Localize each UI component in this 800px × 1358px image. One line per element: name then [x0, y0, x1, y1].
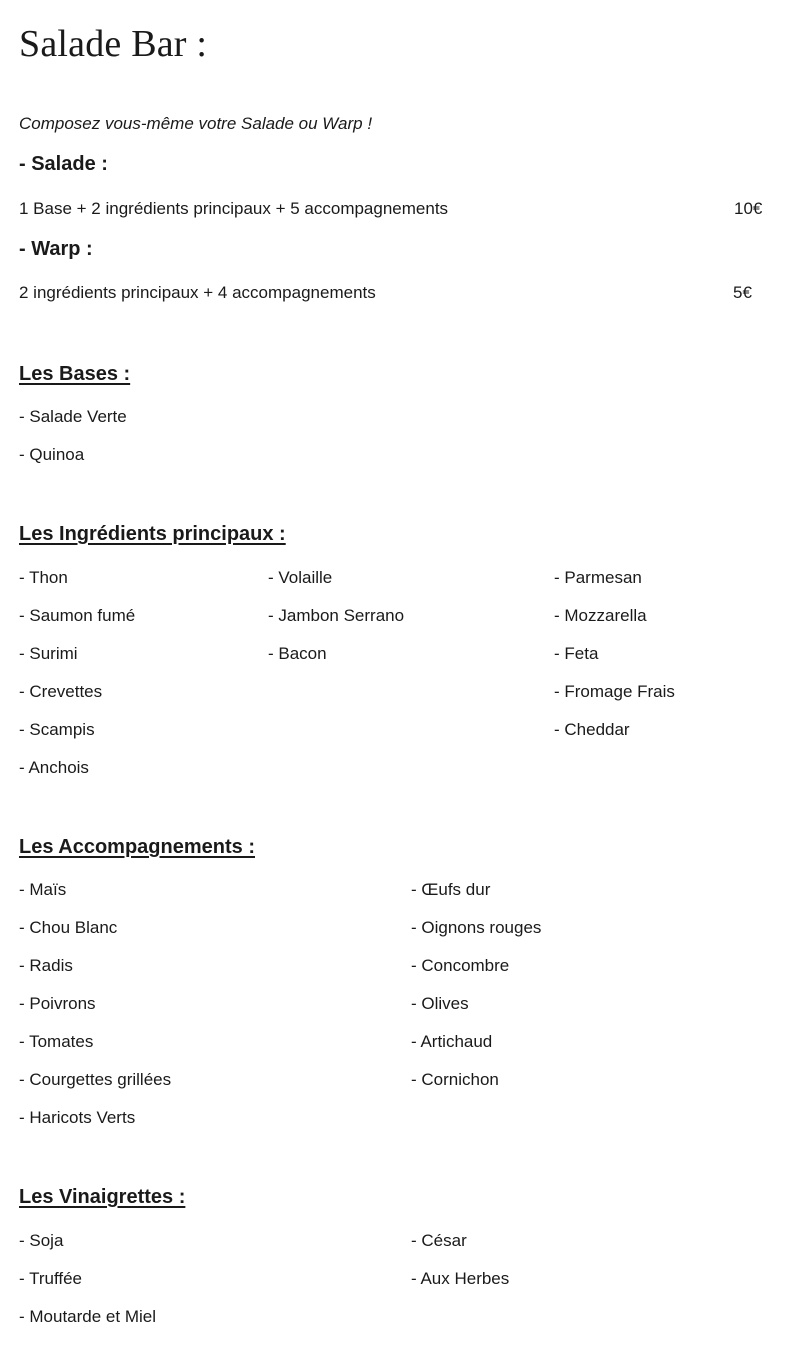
- list-item: - Surimi: [19, 644, 78, 663]
- formula-warp-price: 5€: [733, 283, 752, 302]
- vinaigrettes-column-1: [19, 1229, 156, 1343]
- list-item: - César: [411, 1231, 467, 1250]
- bases-heading: Les Bases :: [19, 363, 131, 385]
- list-item: - Thon: [19, 568, 68, 587]
- vinaigrettes-heading: Les Vinaigrettes :: [19, 1186, 186, 1208]
- list-item: - Radis: [19, 956, 73, 975]
- vinaigrettes-column-2: [411, 1229, 509, 1305]
- list-item: - Crevettes: [19, 682, 103, 701]
- formula-salade-title: - Salade :: [19, 153, 108, 175]
- list-item: - Tomates: [19, 1032, 94, 1051]
- accompagnements-column-2: [411, 878, 541, 1106]
- list-item: - Salade Verte: [19, 407, 127, 426]
- page-title: Salade Bar :: [19, 23, 208, 65]
- list-item: - Truffée: [19, 1269, 82, 1288]
- accompagnements-heading: Les Accompagnements :: [19, 836, 255, 858]
- list-item: - Parmesan: [554, 568, 642, 587]
- list-item: - Volaille: [268, 568, 333, 587]
- list-item: - Bacon: [268, 644, 327, 663]
- formula-warp-description: 2 ingrédients principaux + 4 accompagnements: [19, 283, 376, 302]
- list-item: - Scampis: [19, 720, 95, 739]
- accompagnements-column-1: [19, 878, 171, 1144]
- list-item: - Courgettes grillées: [19, 1070, 172, 1089]
- list-item: - Aux Herbes: [411, 1269, 510, 1288]
- formula-salade-price: 10€: [734, 199, 763, 218]
- ingredients-column-1: [19, 566, 135, 794]
- list-item: - Moutarde et Miel: [19, 1307, 156, 1326]
- formula-salade-description: 1 Base + 2 ingrédients principaux + 5 accompagnements: [19, 199, 449, 218]
- list-item: - Feta: [554, 644, 599, 663]
- bases-list: [19, 405, 127, 481]
- list-item: - Anchois: [19, 758, 89, 777]
- list-item: - Jambon Serrano: [268, 606, 405, 625]
- list-item: - Poivrons: [19, 994, 96, 1013]
- intro-text: Composez vous-même votre Salade ou Warp !: [19, 114, 373, 133]
- list-item: - Concombre: [411, 956, 510, 975]
- list-item: - Quinoa: [19, 445, 85, 464]
- list-item: - Cornichon: [411, 1070, 499, 1089]
- list-item: - Mozzarella: [554, 606, 647, 625]
- list-item: - Oignons rouges: [411, 918, 542, 937]
- list-item: - Fromage Frais: [554, 682, 675, 701]
- ingredients-column-3: [554, 566, 675, 756]
- list-item: - Saumon fumé: [19, 606, 136, 625]
- list-item: - Artichaud: [411, 1032, 493, 1051]
- list-item: - Maïs: [19, 880, 67, 899]
- formula-warp-title: - Warp :: [19, 238, 93, 260]
- ingredients-heading: Les Ingrédients principaux :: [19, 523, 286, 545]
- list-item: - Soja: [19, 1231, 64, 1250]
- list-item: - Chou Blanc: [19, 918, 118, 937]
- list-item: - Œufs dur: [411, 880, 491, 899]
- ingredients-column-2: [268, 566, 404, 680]
- list-item: - Olives: [411, 994, 469, 1013]
- list-item: - Cheddar: [554, 720, 630, 739]
- list-item: - Haricots Verts: [19, 1108, 136, 1127]
